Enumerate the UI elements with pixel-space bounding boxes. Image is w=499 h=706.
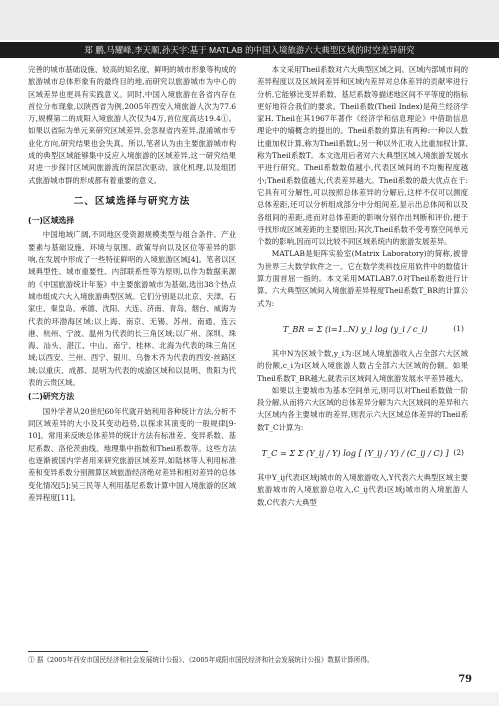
section-heading: 二、区域选择与研究方法 <box>73 195 191 207</box>
subsection-heading: (二)研究方法 <box>28 392 75 402</box>
body-paragraph: 其中N为区域个数,y_i为:区域入境旅游收入占全部六大区域的份额,c_i为i区域入境旅游人数占全部六大区域的份额。如果Theil系数T_BR越大,就表示区域间入境旅游发展水平差异越大。 <box>257 348 468 383</box>
body-paragraph: 其中Y_ij代表i区域j城市的入境旅游收入,Y代表六大典型区域主要旅游城市的入境旅游总收入,C_ij代表i区域j城市的入境旅游人数,C代表六大典型 <box>257 473 468 507</box>
running-header: 郑 鹏,马耀峰,李天顺,孙天宇:基于 MATLAB 的中国入境旅游六大典型区域的时空差异研究 <box>0 42 499 58</box>
left-column <box>28 64 236 644</box>
equation-2-expression: T_C = Σ Σ (Y_ij / Y) log [ (Y_ij / Y) / (C_ij / C) ] <box>261 447 449 458</box>
subsection-heading: (一)区域选择 <box>28 215 75 225</box>
equation-2-number: (2) <box>453 447 464 457</box>
body-paragraph: 如果以主要城市为基本空间单元,则可以对Theil系数做一阶段分解,从而将六大区域的总体差异分解为六大区域间的差异和六大区域内各主要城市的差异,则表示六大区域总体差异的Theil系数T_C计算为: <box>257 385 468 432</box>
bottom-scan-margin <box>0 692 499 706</box>
footnote-divider <box>28 651 148 652</box>
footnote: ① 据《2005年西安市国民经济和社会发展统计公报》、《2005年成阳市国民经济和社会发展统计公报》数据计算所得。 <box>28 656 374 664</box>
page-number: 79 <box>458 674 472 685</box>
equation-1 <box>257 316 468 342</box>
body-paragraph: 国外学者从20世纪60年代就开始利用各种统计方法,分析不同区域差异的大小及其变动趋势,以探求其演变的一般规律[9-10]。常用来反映总体差异的统计方法有标准差、变异系数、基尼系数、洛伦茨曲线、地理集中指数和Theil系数等。这些方法也逐渐被国内学者用来研究旅游区域差异,如陆林等人利用标准差和变异系数分别测算区域旅游经济绝对差异和相对差异的总体变化情况[5];吴三民等人利用基尼系数计算中国入境旅游的区域差异程度[11]。 <box>28 406 236 502</box>
body-paragraph: 完善的城市基础设施、较高的知名度、鲜明的城市形象等构成的旅游城市总体形象有的最终目的地,而研究以旅游城市为中心的区域差异也更具有实践意义。同时,中国入境旅游在各省内存在首位分布现象,以陕西省为例,2005年西安入境旅游人次为77.6万,规模第二的成阳入境旅游人次仅为4万,首位度高达19.4①。如果以省际为单元来研究区域差异,会忽视省内差异,混淆城市专业化方向,研究结果也会失真。所以,笔者认为由主要旅游城市构成的典型区域能够集中反应入境旅游的区域差异,这一研究结果对进一步探讨区域间旅游流的深层次驱动、演化机理,以及组团式旅游城市群的形成都有着重要的意义。 <box>28 65 236 185</box>
top-scan-margin <box>0 0 499 40</box>
right-column <box>257 64 468 644</box>
body-paragraph: MATLAB是矩阵实验室(Matrix Laboratory)的简称,被誉为世界三大数学软件之一。它在数学类科技应用软件中的数值计算方面首屈一指的。本文采用MATLAB7.0对Theil系数进行计算。六大典型区域间入境旅游差异程度Theil系数T_BR的计算公式为: <box>257 249 468 308</box>
body-paragraph: 本文采用Theil系数对六大典型区域之间、区域内部城市间的差异程度以及区域间差异和区域内差异对总体差异的贡献率进行分析,它能够比变异系数、基尼系数等描述地区间不平等度的指标更好地符合我们的要求。Theil系数(Theil Index)是荷兰经济学家H. Theil在其1967年著作《经济学和信息理论》中借助信息理论中的熵概念的提出的。Theil系数的算法有两种:一种以人数比重加权计算,称为Theil系数L;另一种以外汇收入比重加权计算,称为Theil系数T。本文选用后者对六大典型区域入境旅游发展水平进行研究。Theil系数数值越小,代表区域间的不均衡程度越小;Theil系数值越大,代表差异越大。Theil系数的最大优点在于:它具有可分解性,可以按照总体差异的分解后,这样不仅可以测度总体差距,还可以分析组成部分中分组间差,显示出总体间和以及各组间的差距,进而对总体差距的影响分别作出判断和评价,便于寻找形成区域差距的主要原因;其次,Theil系数不受考察空间单元个数的影响,因而可以比较不同区域系统内的旅游发展差异。 <box>257 65 468 247</box>
equation-1-expression: T_BR = Σ (i=1..N) y_i log (y_i / c_i) <box>282 323 428 334</box>
body-paragraph: 中国地域广阔,不同地区受资源规模类型与组合条件、产业要素与基础设施、环境与氛围、政策导向以及区位等差异的影响,在发展中形成了一些特征鲜明的入境旅游区域[4]。笔者以区域典型性、城市重要性、内部联系性等为原则,以作为数据来源的《中国旅游统计年鉴》中主要旅游城市为基础,选出38个热点城市组成六大入境旅游典型区域。它们分别是以北京、天津、石家庄、秦皇岛、承德、沈阳、大连、济南、青岛、烟台、威海为代表的环渤海区域;以上海、南京、无锡、苏州、南通、连云港、杭州、宁波、温州为代表的长三角区域;以广州、深圳、珠海、汕头、湛江、中山、南宁、桂林、北海为代表的珠三角区域;以西安、兰州、西宁、银川、乌鲁木齐为代表的西安-丝路区域;以重庆、成都、昆明为代表的成渝区域和以昆明、贵阳为代表的云贵区域。 <box>28 230 236 388</box>
equation-2 <box>257 440 468 466</box>
equation-1-number: (1) <box>453 323 464 333</box>
